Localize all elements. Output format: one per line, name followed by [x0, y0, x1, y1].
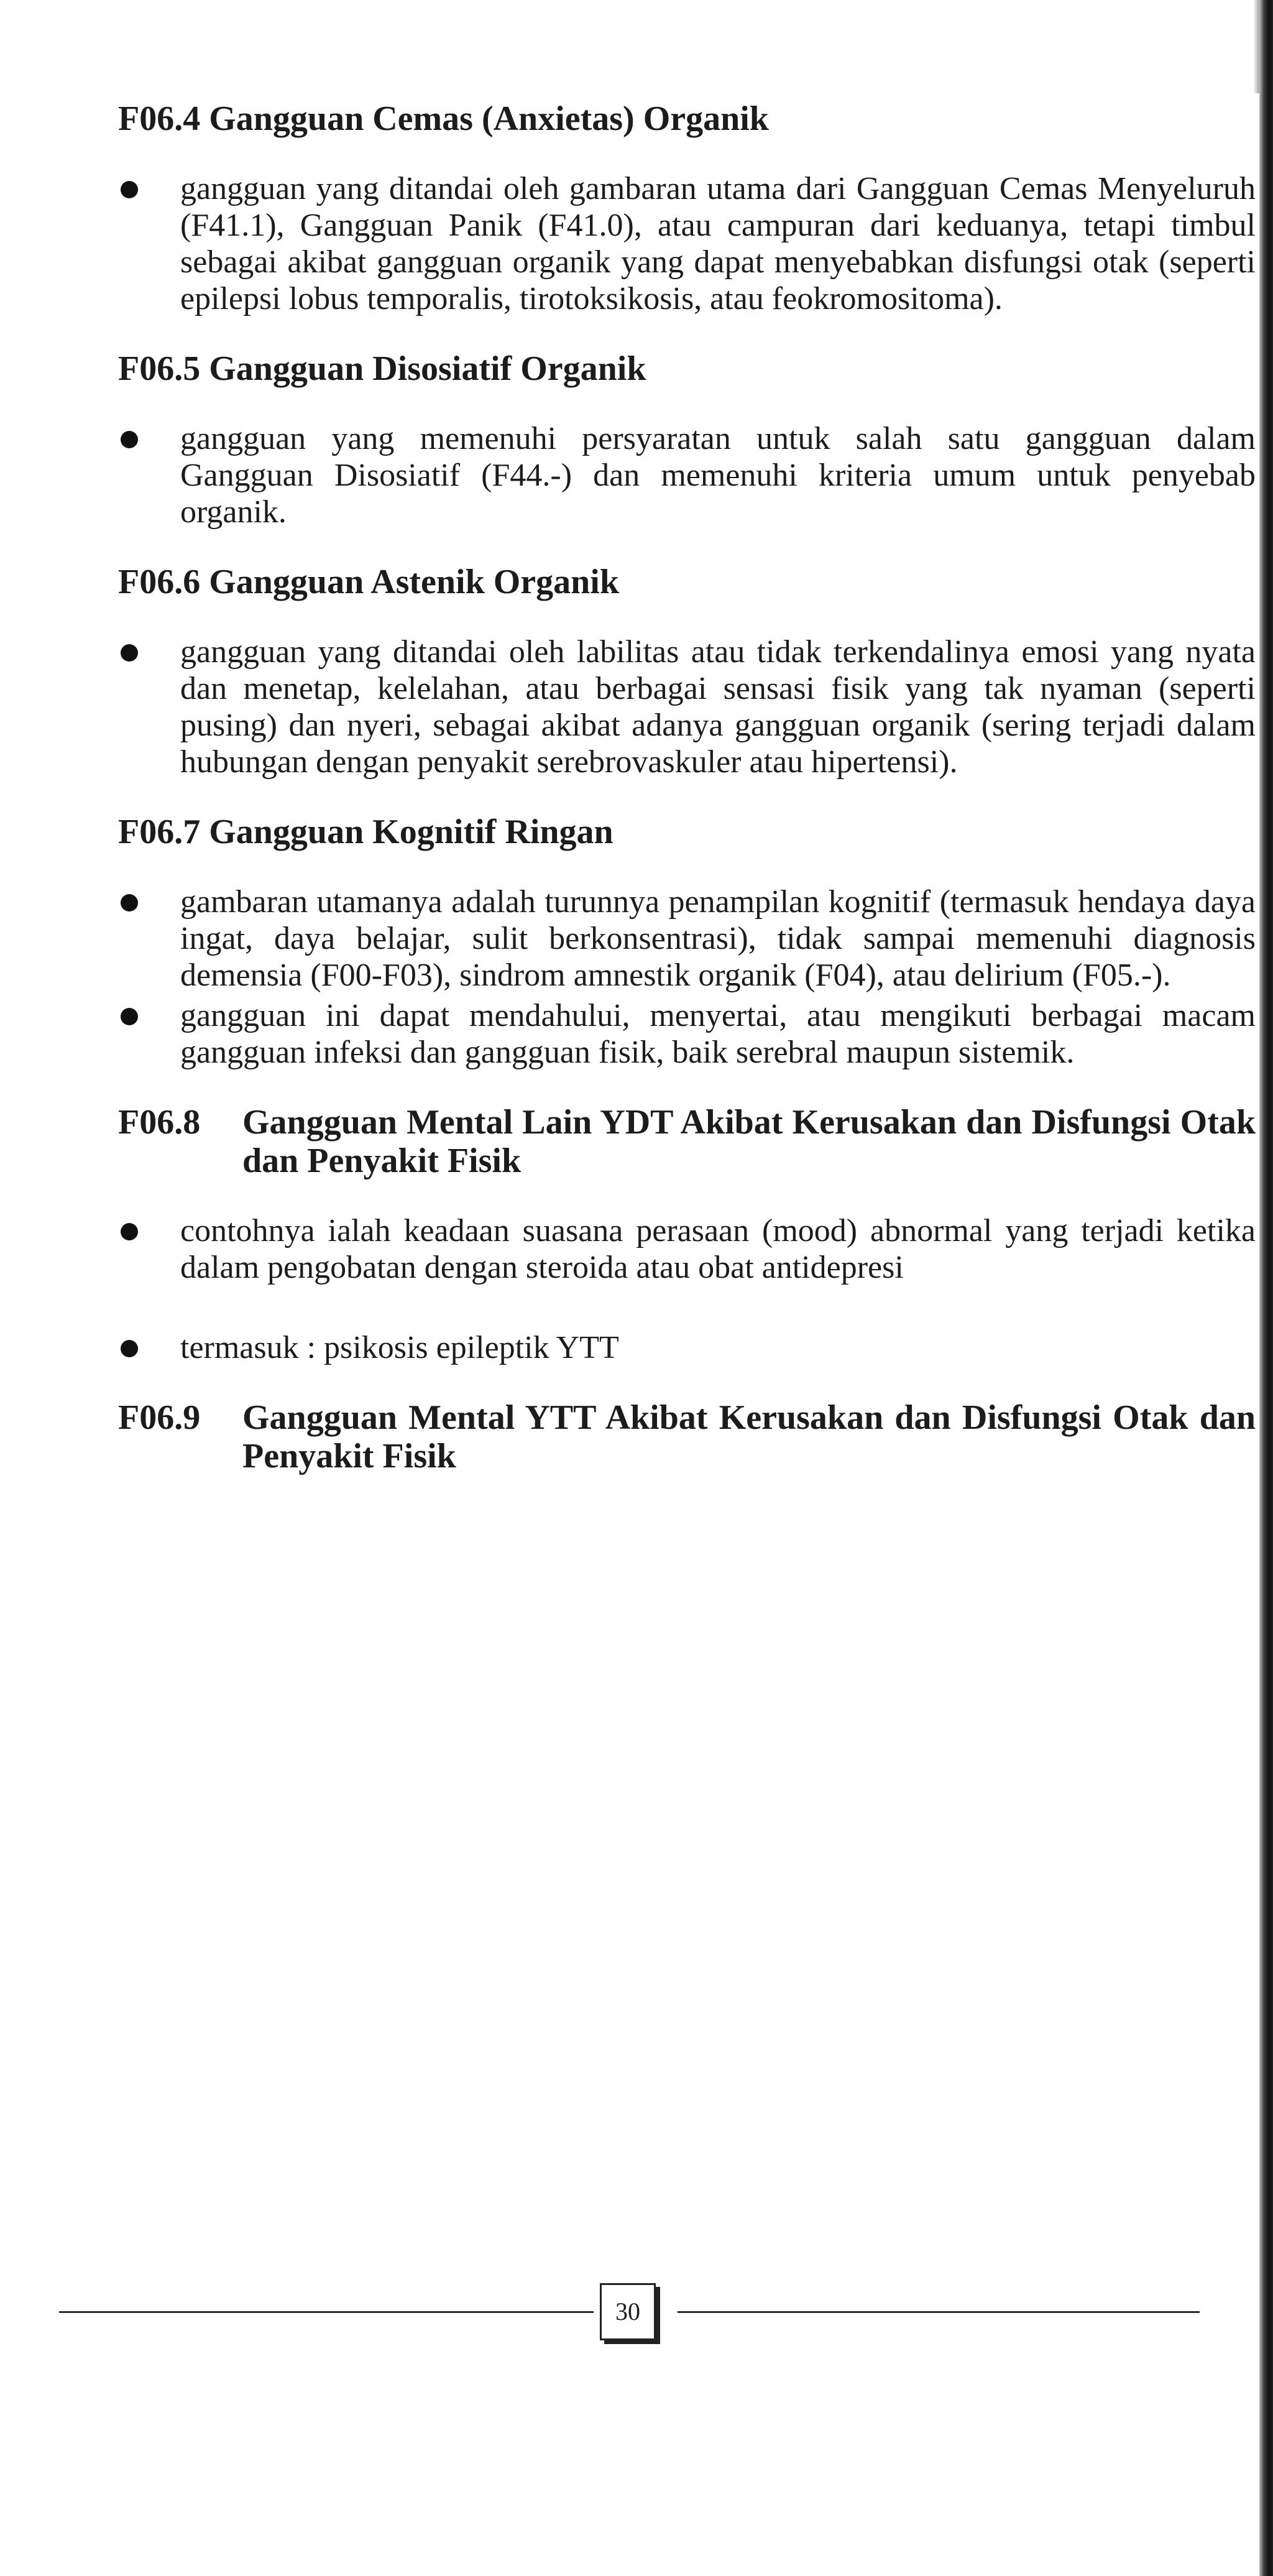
scan-binding-edge — [1259, 0, 1273, 2576]
footer-rule-left — [59, 2311, 594, 2313]
list-item — [118, 997, 1256, 1071]
bullet-icon — [121, 1223, 138, 1240]
section-code: F06.5 — [118, 349, 201, 388]
list-item-text: gangguan ini dapat mendahului, menyertai, atau mengikuti berbagai macam gangguan infeksi dan gangguan fisik, baik serebral maupun sistemik. — [180, 998, 1256, 1070]
page-content — [118, 99, 1256, 1508]
bullet-icon — [121, 431, 138, 448]
section-code: F06.7 — [118, 813, 201, 851]
section-title: Gangguan Kognitif Ringan — [209, 813, 614, 851]
section-heading-f065 — [118, 349, 1256, 388]
section-title: Gangguan Astenik Organik — [209, 563, 619, 601]
list-item — [118, 420, 1256, 530]
list-item-text: gangguan yang memenuhi persyaratan untuk salah satu gangguan dalam Gangguan Disosiatif (F44.-) dan memenuhi kriteria umum untuk penyebab organik. — [180, 421, 1256, 530]
section-heading-f067 — [118, 813, 1256, 851]
section-title: Gangguan Disosiatif Organik — [209, 349, 646, 388]
page-number-shadow-bottom — [604, 2340, 660, 2344]
list-item-text: contohnya ialah keadaan suasana perasaan (mood) abnormal yang terjadi ketika dalam pengobatan dengan steroida atau obat antidepresi — [180, 1213, 1256, 1285]
list-item — [118, 884, 1256, 994]
scan-edge-shadow — [1253, 0, 1259, 93]
page-footer — [0, 2276, 1273, 2344]
list-item-text: gangguan yang ditandai oleh labilitas atau tidak terkendalinya emosi yang nyata dan menetap, kelelahan, atau berbagai sensasi fisik yang tak nyaman (seperti pusing) dan nyeri, sebagai akibat adanya gangguan organik (sering terjadi dalam hubungan dengan penyakit serebrovaskuler atau hipertensi). — [180, 634, 1256, 780]
page-number: 30 — [600, 2283, 656, 2340]
bullet-icon — [121, 181, 138, 198]
page-number-shadow — [656, 2287, 660, 2344]
list-item — [118, 1329, 1256, 1366]
list-item — [118, 170, 1256, 317]
section-code: F06.8 — [118, 1103, 201, 1142]
section-title: Gangguan Cemas (Anxietas) Organik — [209, 99, 769, 138]
section-heading-f064 — [118, 99, 1256, 138]
section-code: F06.9 — [118, 1398, 201, 1437]
section-code: F06.6 — [118, 563, 201, 601]
list-item-text: termasuk : psikosis epileptik YTT — [180, 1330, 619, 1365]
footer-rule-right — [678, 2311, 1200, 2313]
list-item-text: gambaran utamanya adalah turunnya penampilan kognitif (termasuk hendaya daya ingat, daya belajar, sulit berkonsentrasi), tidak sampai memenuhi diagnosis demensia (F00-F03), sindrom amnestik organik (F04), atau delirium (F05.-). — [180, 884, 1256, 993]
section-title: Gangguan Mental YTT Akibat Kerusakan dan Disfungsi Otak dan Penyakit Fisik — [242, 1398, 1256, 1475]
section-heading-f068 — [118, 1103, 1256, 1180]
list-item — [118, 1212, 1256, 1286]
bullet-icon — [121, 1008, 138, 1025]
bullet-icon — [121, 644, 138, 662]
bullet-icon — [121, 1340, 138, 1357]
bullet-icon — [121, 894, 138, 912]
list-item-text: gangguan yang ditandai oleh gambaran utama dari Gangguan Cemas Menyeluruh (F41.1), Gangguan Panik (F41.0), atau campuran dari keduanya, tetapi timbul sebagai akibat gangguan organik yang dapat menyebabkan disfungsi otak (seperti epilepsi lobus temporalis, tirotoksikosis, atau feokromositoma). — [180, 171, 1256, 316]
section-heading-f066 — [118, 563, 1256, 601]
section-heading-f069 — [118, 1398, 1256, 1475]
section-title: Gangguan Mental Lain YDT Akibat Kerusakan dan Disfungsi Otak dan Penyakit Fisik — [242, 1103, 1256, 1180]
section-code: F06.4 — [118, 99, 201, 138]
list-item — [118, 634, 1256, 780]
